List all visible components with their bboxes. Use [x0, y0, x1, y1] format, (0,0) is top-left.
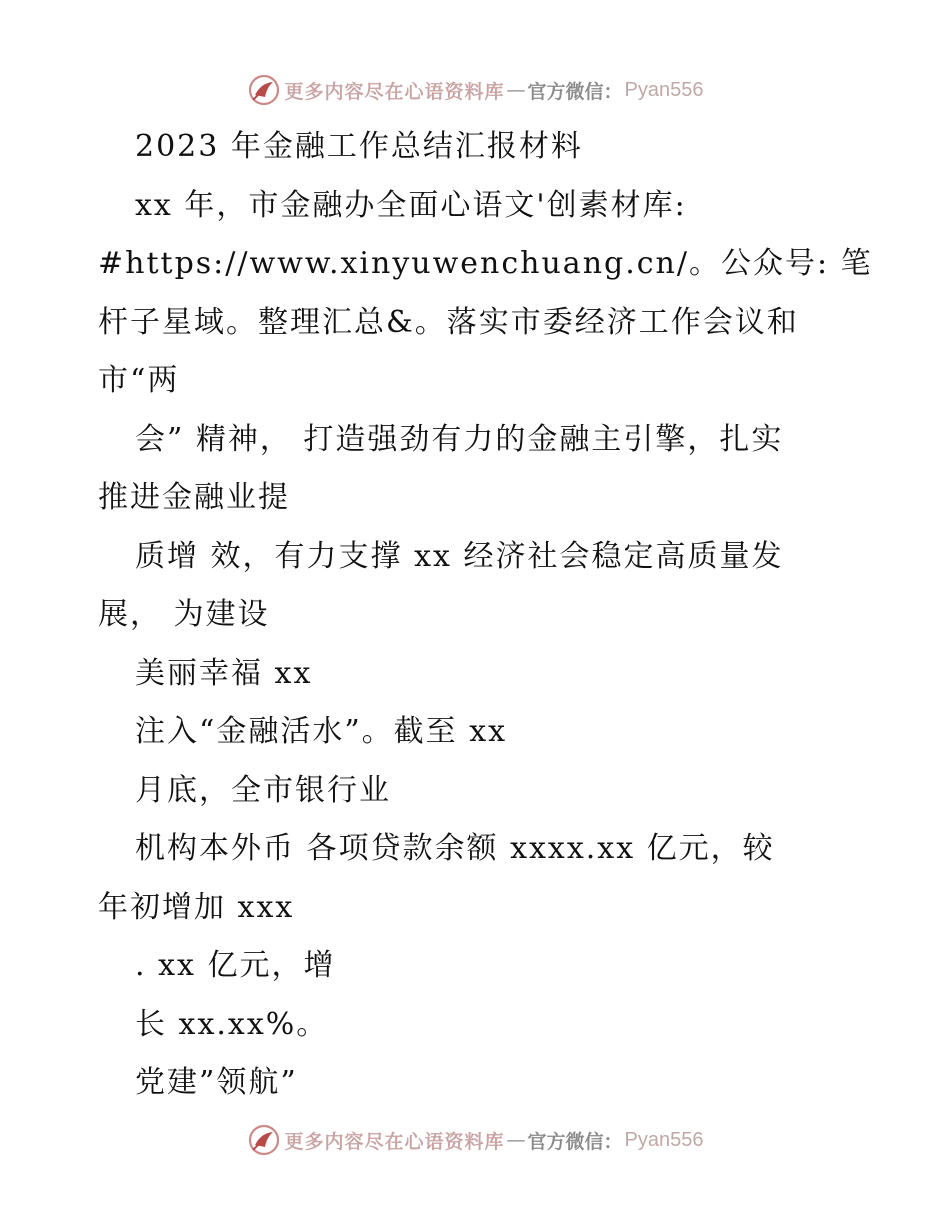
- paragraph-line: xx 年，市金融办全面心语文'创素材库:: [135, 187, 687, 223]
- paragraph-line: 机构本外币 各项贷款余额 xxxx.xx 亿元，较: [135, 831, 775, 866]
- paragraph-line: 展， 为建设: [98, 597, 270, 632]
- footer-watermark-banner: [0, 1120, 950, 1160]
- paragraph-line: 党建”领航”: [135, 1065, 298, 1100]
- banner-wechat-label: 官方微信：: [527, 1130, 623, 1153]
- banner-text: 更多内容尽在心语资料库: [284, 1130, 505, 1153]
- banner-wechat-label: 官方微信：: [527, 80, 623, 103]
- paragraph-line: 月底，全市银行业: [135, 772, 391, 808]
- pen-logo-icon: [247, 73, 281, 107]
- document-title: 2023 年金融工作总结汇报材料: [135, 129, 583, 164]
- paragraph-line: #https://www.xinyuwenchuang.cn/。公众号: 笔: [98, 246, 873, 281]
- pen-logo-icon: [247, 1123, 281, 1157]
- banner-wechat-id: Pyan556: [624, 1128, 704, 1151]
- paragraph-line: 会” 精神， 打造强劲有力的金融主引擎，扎实: [135, 421, 784, 457]
- header-watermark-banner: [0, 70, 950, 110]
- paragraph-line: 美丽幸福 xx: [135, 655, 313, 691]
- paragraph-line: 注入“金融活水”。截至 xx: [135, 714, 508, 749]
- banner-wechat-id: Pyan556: [624, 78, 704, 101]
- paragraph-line: 市“两: [98, 363, 180, 398]
- paragraph-line: 质增 效，有力支撑 xx 经济社会稳定高质量发: [135, 538, 784, 574]
- document-body: [98, 118, 873, 1113]
- paragraph-line: 杆子星域。整理汇总&。落实市委经济工作会议和: [98, 304, 799, 340]
- banner-dash: —: [506, 79, 526, 101]
- banner-dash: —: [506, 1129, 526, 1151]
- paragraph-line: . xx 亿元，增: [135, 948, 336, 983]
- paragraph-line: 推进金融业提: [98, 480, 290, 515]
- paragraph-line: 年初增加 xxx: [98, 889, 295, 925]
- banner-text: 更多内容尽在心语资料库: [284, 80, 505, 103]
- paragraph-line: 长 xx.xx%。: [135, 1006, 329, 1042]
